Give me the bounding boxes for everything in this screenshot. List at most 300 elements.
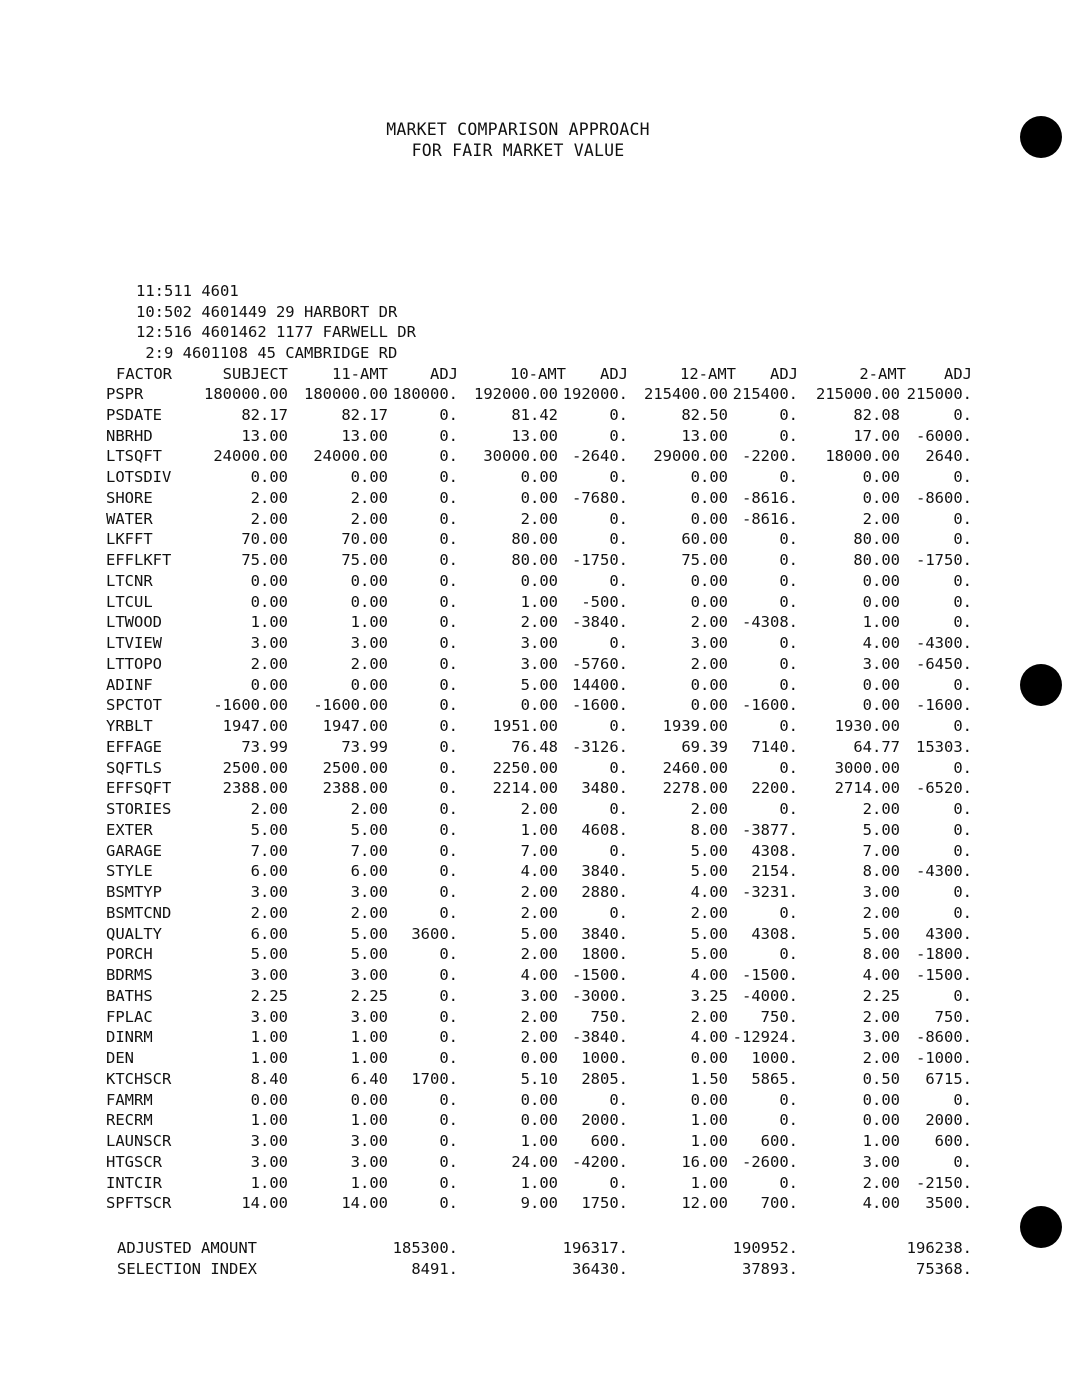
comp10-amount: 0.00 (520, 571, 558, 590)
factor-cell: LOTSDIV (106, 468, 172, 486)
comp12-adjustment: -8616. (742, 509, 798, 528)
comp11-adjustment: 0. (439, 468, 458, 486)
comp2-adjustment: 0. (953, 405, 972, 424)
comp11-adjustment: 0. (439, 613, 458, 632)
column-header: 10-AMT (510, 365, 566, 383)
factor-cell: BSMTYP (106, 883, 162, 901)
comp11-adjustment: 0. (439, 1111, 458, 1130)
factor-cell: BDRMS (106, 966, 153, 984)
comp2-amount: 80.00 (853, 530, 900, 549)
comp2-adjustment: -4300. (916, 634, 972, 652)
comp12-adjustment: 5865. (751, 1069, 798, 1088)
comp2-amount: 2.00 (862, 800, 900, 818)
factor-cell: FPLAC (106, 1007, 153, 1026)
subject-value: 1.00 (250, 1049, 288, 1067)
comp11-amount: 2388.00 (322, 779, 388, 798)
factor-cell: LAUNSCR (106, 1132, 172, 1150)
comp12-amount: 215400.00 (644, 385, 728, 403)
comp10-adjustment: -4200. (572, 1152, 628, 1171)
comp2-adjustment: -1750. (916, 551, 972, 569)
comp10-adjustment: 0. (609, 800, 628, 818)
comp12-adjustment: 0. (779, 903, 798, 922)
comp10-adjustment: 1000. (581, 1049, 628, 1067)
subject-value: 3.00 (250, 1132, 288, 1150)
comp11-amount: 2.00 (350, 800, 388, 818)
comp10-amount: 5.10 (520, 1069, 558, 1088)
comp2-amount: 3.00 (862, 654, 900, 673)
comp2-adjustment: 0. (953, 758, 972, 777)
comp11-adjustment: 0. (439, 737, 458, 756)
factor-cell: KTCHSCR (106, 1069, 172, 1088)
comp12-amount: 0.00 (690, 675, 728, 694)
comp2-adjustment: -6450. (916, 654, 972, 673)
comp12-amount: 2.00 (690, 613, 728, 632)
subject-value: 70.00 (241, 530, 288, 549)
comp12-amount: 82.50 (681, 405, 728, 424)
comp10-amount: 2214.00 (492, 779, 558, 798)
subject-value: 1947.00 (222, 717, 288, 735)
comp11-adjustment: 0. (439, 1132, 458, 1150)
comp2-adjustment: 0. (953, 530, 972, 549)
comp11-adjustment: 0. (439, 634, 458, 652)
comp12-amount: 29000.00 (653, 447, 728, 466)
comp10-adjustment: 750. (590, 1007, 628, 1026)
comp10-adjustment: -3840. (572, 1028, 628, 1047)
comp2-adjustment: 4300. (925, 924, 972, 943)
subject-value: 2500.00 (222, 758, 288, 777)
comp2-adjustment: 0. (953, 675, 972, 694)
comp12-amount: 5.00 (690, 945, 728, 964)
comp10-amount: 2250.00 (492, 758, 558, 777)
comp2-amount: 4.00 (862, 966, 900, 984)
comp11-adjustment: 0. (439, 571, 458, 590)
subject-value: 2.00 (250, 654, 288, 673)
comp2-amount: 3.00 (862, 883, 900, 901)
comp2-amount: 2.00 (862, 1049, 900, 1067)
subject-value: 8.40 (250, 1069, 288, 1088)
comp2-adjustment: 750. (934, 1007, 972, 1026)
comp12-amount: 2460.00 (662, 758, 728, 777)
comp10-amount: 2.00 (520, 883, 558, 901)
comp11-adjustment: 0. (439, 1007, 458, 1026)
comp10-adjustment: 3840. (581, 862, 628, 881)
comp10-adjustment: 0. (609, 571, 628, 590)
comp10-adjustment: -5760. (572, 654, 628, 673)
comp12-adjustment: 0. (779, 571, 798, 590)
comp12-amount: 0.00 (690, 1049, 728, 1067)
comp2-amount: 0.00 (862, 468, 900, 486)
comp11-amount: 3.00 (350, 966, 388, 984)
comp11-amount: 1.00 (350, 1173, 388, 1192)
reference-line: 12:516 4601462 1177 FARWELL DR (136, 323, 416, 341)
comp2-amount: 2.00 (862, 903, 900, 922)
comp10-amount: 0.00 (520, 1111, 558, 1130)
punch-hole-middle (1020, 664, 1062, 706)
column-header: ADJ (770, 365, 798, 383)
comp11-amount: 2.00 (350, 488, 388, 507)
comp2-amount: 82.08 (853, 405, 900, 424)
comp12-adjustment: 700. (760, 1194, 798, 1213)
comp11-adjustment: 0. (439, 883, 458, 901)
column-header: ADJ (430, 365, 458, 383)
comp10-adjustment: -1600. (572, 696, 628, 715)
comp10-adjustment: -1500. (572, 966, 628, 984)
comp12-amount: 1939.00 (662, 717, 728, 735)
comp10-amount: 2.00 (520, 613, 558, 632)
comp12-adjustment: 0. (779, 530, 798, 549)
comp10-amount: 76.48 (511, 737, 558, 756)
comp10-amount: 1.00 (520, 820, 558, 839)
factor-cell: STYLE (106, 862, 153, 881)
comp11-adjustment: 0. (439, 986, 458, 1005)
subject-value: 2.00 (250, 903, 288, 922)
comp11-adjustment: 0. (439, 1049, 458, 1067)
factor-cell: PSPR (106, 385, 144, 403)
comp12-amount: 3.25 (690, 986, 728, 1005)
comp2-amount: 0.00 (862, 1111, 900, 1130)
comp10-adjustment: 1800. (581, 945, 628, 964)
comp2-adjustment: -1800. (916, 945, 972, 964)
comp12-amount: 4.00 (690, 883, 728, 901)
comp12-adjustment: 0. (779, 1090, 798, 1109)
comp11-amount: 1.00 (350, 1049, 388, 1067)
comp10-adjustment: -7680. (572, 488, 628, 507)
comp12-amount: 8.00 (690, 820, 728, 839)
comp11-amount: 1.00 (350, 1028, 388, 1047)
comp11-adjustment: 0. (439, 696, 458, 715)
comp2-amount: 18000.00 (825, 447, 900, 466)
reference-line: 10:502 4601449 29 HARBORT DR (136, 303, 398, 321)
comp11-adjustment: 0. (439, 1152, 458, 1171)
comp12-amount: 2.00 (690, 800, 728, 818)
comp12-adjustment: 0. (779, 634, 798, 652)
factor-cell: ADINF (106, 675, 153, 694)
subject-value: 3.00 (250, 1152, 288, 1171)
subject-value: 2.25 (250, 986, 288, 1005)
comp10-amount: 2.00 (520, 945, 558, 964)
comp11-amount: 2.25 (350, 986, 388, 1005)
comp2-adjustment: -1600. (916, 696, 972, 715)
totals-label: SELECTION INDEX (117, 1260, 257, 1278)
factor-cell: LTCUL (106, 592, 153, 611)
comp11-amount: 5.00 (350, 945, 388, 964)
comp2-adjustment: -4300. (916, 862, 972, 881)
comp10-adjustment: 2880. (581, 883, 628, 901)
comp2-amount: 5.00 (862, 820, 900, 839)
factor-cell: EFFSQFT (106, 779, 172, 798)
comp2-adjustment: 3500. (925, 1194, 972, 1213)
comp11-adjustment: 0. (439, 717, 458, 735)
comp10-amount: 9.00 (520, 1194, 558, 1213)
comp11-amount: 3.00 (350, 1007, 388, 1026)
factor-cell: LTCNR (106, 571, 153, 590)
comp11-amount: 14.00 (341, 1194, 388, 1213)
comp11-adjustment: 0. (439, 779, 458, 798)
comp12-amount: 75.00 (681, 551, 728, 569)
factor-cell: SPFTSCR (106, 1194, 172, 1213)
comp12-adjustment: 1000. (751, 1049, 798, 1067)
comp11-adjustment: 0. (439, 945, 458, 964)
subject-value: 13.00 (241, 426, 288, 445)
factor-cell: EFFAGE (106, 737, 162, 756)
comp11-amount: 2500.00 (322, 758, 388, 777)
comp12-adjustment: 4308. (751, 841, 798, 860)
comp2-adjustment: 0. (953, 717, 972, 735)
comp2-amount: 64.77 (853, 737, 900, 756)
comp11-amount: 3.00 (350, 1132, 388, 1150)
totals-value-c10: 196317. (562, 1239, 628, 1257)
factor-cell: WATER (106, 509, 153, 528)
subject-value: 0.00 (250, 675, 288, 694)
comp10-amount: 13.00 (511, 426, 558, 445)
comp10-adjustment: 0. (609, 405, 628, 424)
comp11-adjustment: 0. (439, 675, 458, 694)
comp11-adjustment: 3600. (411, 924, 458, 943)
comp11-amount: 70.00 (341, 530, 388, 549)
subject-value: 82.17 (241, 405, 288, 424)
comp11-amount: 1.00 (350, 1111, 388, 1130)
comp2-adjustment: 0. (953, 986, 972, 1005)
factor-cell: LTSQFT (106, 447, 162, 466)
comp10-adjustment: 192000. (562, 385, 628, 403)
comp12-adjustment: 4308. (751, 924, 798, 943)
comp12-amount: 16.00 (681, 1152, 728, 1171)
comp11-adjustment: 0. (439, 966, 458, 984)
comp10-adjustment: 0. (609, 530, 628, 549)
subject-value: 73.99 (241, 737, 288, 756)
comp12-amount: 0.00 (690, 592, 728, 611)
subject-value: 1.00 (250, 1028, 288, 1047)
comp12-adjustment: 0. (779, 1111, 798, 1130)
comp11-adjustment: 180000. (392, 385, 458, 403)
comp10-adjustment: 1750. (581, 1194, 628, 1213)
comp2-amount: 2.00 (862, 509, 900, 528)
subject-value: 3.00 (250, 1007, 288, 1026)
factor-cell: BATHS (106, 986, 153, 1005)
comp11-amount: 1.00 (350, 613, 388, 632)
comp11-amount: 24000.00 (313, 447, 388, 466)
comp12-adjustment: -8616. (742, 488, 798, 507)
comp12-adjustment: -1500. (742, 966, 798, 984)
comp2-amount: 0.00 (862, 696, 900, 715)
comp12-adjustment: 0. (779, 551, 798, 569)
comp2-adjustment: 0. (953, 903, 972, 922)
document-title: MARKET COMPARISON APPROACH (386, 120, 650, 139)
comp12-amount: 5.00 (690, 924, 728, 943)
comp2-amount: 17.00 (853, 426, 900, 445)
comp2-amount: 2.25 (862, 986, 900, 1005)
comp10-amount: 192000.00 (474, 385, 558, 403)
comp12-adjustment: -1600. (742, 696, 798, 715)
comp10-amount: 24.00 (511, 1152, 558, 1171)
comp12-adjustment: 750. (760, 1007, 798, 1026)
comp2-adjustment: 0. (953, 841, 972, 860)
comp2-amount: 8.00 (862, 945, 900, 964)
comp11-adjustment: 0. (439, 654, 458, 673)
comp10-adjustment: 2805. (581, 1069, 628, 1088)
comp12-adjustment: 2200. (751, 779, 798, 798)
comp2-amount: 0.00 (862, 592, 900, 611)
comp2-adjustment: -6520. (916, 779, 972, 798)
comp12-amount: 13.00 (681, 426, 728, 445)
factor-cell: PORCH (106, 945, 153, 964)
totals-value-c10: 36430. (572, 1260, 628, 1278)
factor-cell: SPCTOT (106, 696, 162, 715)
comp2-adjustment: -8600. (916, 488, 972, 507)
subject-value: 6.00 (250, 924, 288, 943)
comp2-adjustment: -2150. (916, 1173, 972, 1192)
comp10-adjustment: 0. (609, 1173, 628, 1192)
comp10-adjustment: 4608. (581, 820, 628, 839)
totals-value-c11: 8491. (411, 1260, 458, 1278)
comp2-amount: 2.00 (862, 1173, 900, 1192)
factor-cell: YRBLT (106, 717, 153, 735)
comp11-amount: 2.00 (350, 509, 388, 528)
comp10-amount: 80.00 (511, 530, 558, 549)
factor-cell: GARAGE (106, 841, 162, 860)
factor-cell: NBRHD (106, 426, 153, 445)
comp11-amount: 5.00 (350, 924, 388, 943)
subject-value: 2.00 (250, 800, 288, 818)
comp2-adjustment: 215000. (906, 385, 972, 403)
comp11-adjustment: 0. (439, 841, 458, 860)
comp2-adjustment: 0. (953, 1152, 972, 1171)
comp12-adjustment: -4000. (742, 986, 798, 1005)
comp10-amount: 5.00 (520, 924, 558, 943)
comp11-amount: 0.00 (350, 468, 388, 486)
comp11-amount: 7.00 (350, 841, 388, 860)
comp12-adjustment: 0. (779, 592, 798, 611)
comp11-adjustment: 0. (439, 426, 458, 445)
comp11-adjustment: 0. (439, 592, 458, 611)
comp12-adjustment: -12924. (732, 1028, 798, 1047)
comp2-amount: 2714.00 (834, 779, 900, 798)
comp12-amount: 1.00 (690, 1173, 728, 1192)
comp2-amount: 0.00 (862, 675, 900, 694)
factor-cell: HTGSCR (106, 1152, 162, 1171)
totals-value-c12: 37893. (742, 1260, 798, 1278)
comp12-amount: 2.00 (690, 1007, 728, 1026)
comp12-amount: 4.00 (690, 966, 728, 984)
comp10-amount: 2.00 (520, 800, 558, 818)
comp11-adjustment: 0. (439, 447, 458, 466)
comp11-amount: 180000.00 (304, 385, 388, 403)
factor-cell: FAMRM (106, 1090, 153, 1109)
comp10-amount: 7.00 (520, 841, 558, 860)
comp12-adjustment: 0. (779, 675, 798, 694)
comp10-adjustment: 3480. (581, 779, 628, 798)
comp11-amount: -1600.00 (313, 696, 388, 715)
totals-value-c2: 75368. (916, 1260, 972, 1278)
comp11-adjustment: 0. (439, 1194, 458, 1213)
comp11-adjustment: 0. (439, 530, 458, 549)
comp12-adjustment: 0. (779, 758, 798, 777)
comp2-amount: 3.00 (862, 1028, 900, 1047)
comp11-adjustment: 0. (439, 509, 458, 528)
comp11-amount: 82.17 (341, 405, 388, 424)
comp12-amount: 60.00 (681, 530, 728, 549)
factor-cell: BSMTCND (106, 903, 172, 922)
comp12-amount: 12.00 (681, 1194, 728, 1213)
comp10-adjustment: 2000. (581, 1111, 628, 1130)
comp2-adjustment: 0. (953, 820, 972, 839)
factor-cell: RECRM (106, 1111, 153, 1130)
column-header: SUBJECT (222, 365, 288, 383)
comp2-adjustment: -8600. (916, 1028, 972, 1047)
comp10-adjustment: -500. (581, 592, 628, 611)
comp2-adjustment: 2640. (925, 447, 972, 466)
comp11-adjustment: 0. (439, 903, 458, 922)
factor-cell: EFFLKFT (106, 551, 172, 569)
comp2-adjustment: 6715. (925, 1069, 972, 1088)
comp11-amount: 2.00 (350, 654, 388, 673)
comp2-amount: 0.00 (862, 488, 900, 507)
comp10-adjustment: -1750. (572, 551, 628, 569)
subject-value: 3.00 (250, 966, 288, 984)
comp11-adjustment: 0. (439, 862, 458, 881)
factor-cell: QUALTY (106, 924, 162, 943)
comp10-adjustment: 0. (609, 903, 628, 922)
comp2-amount: 5.00 (862, 924, 900, 943)
comp10-adjustment: 600. (590, 1132, 628, 1150)
comp11-amount: 1947.00 (322, 717, 388, 735)
comp10-amount: 2.00 (520, 509, 558, 528)
subject-value: 24000.00 (213, 447, 288, 466)
factor-cell: LTTOPO (106, 654, 162, 673)
comp10-amount: 0.00 (520, 468, 558, 486)
comp10-amount: 1.00 (520, 1173, 558, 1192)
comp2-adjustment: -1500. (916, 966, 972, 984)
column-header: ADJ (600, 365, 628, 383)
subject-value: 2.00 (250, 509, 288, 528)
comp12-adjustment: -4308. (742, 613, 798, 632)
comp11-amount: 3.00 (350, 634, 388, 652)
comp11-amount: 2.00 (350, 903, 388, 922)
comp10-amount: 0.00 (520, 696, 558, 715)
comp10-adjustment: 0. (609, 717, 628, 735)
subject-value: 2.00 (250, 488, 288, 507)
comp2-adjustment: -1000. (916, 1049, 972, 1067)
subject-value: 0.00 (250, 571, 288, 590)
subject-value: 5.00 (250, 945, 288, 964)
subject-value: 2388.00 (222, 779, 288, 798)
comp2-amount: 0.50 (862, 1069, 900, 1088)
subject-value: 75.00 (241, 551, 288, 569)
comp12-amount: 1.50 (690, 1069, 728, 1088)
comp2-amount: 80.00 (853, 551, 900, 569)
comp11-adjustment: 0. (439, 820, 458, 839)
comp12-adjustment: -2600. (742, 1152, 798, 1171)
comp11-amount: 0.00 (350, 592, 388, 611)
comp2-amount: 4.00 (862, 634, 900, 652)
factor-cell: LTWOOD (106, 613, 162, 632)
subject-value: 3.00 (250, 883, 288, 901)
comp10-amount: 3.00 (520, 986, 558, 1005)
comp11-adjustment: 0. (439, 1028, 458, 1047)
comp10-adjustment: 0. (609, 758, 628, 777)
comp10-adjustment: -2640. (572, 447, 628, 466)
comp10-adjustment: 3840. (581, 924, 628, 943)
column-header: ADJ (944, 365, 972, 383)
comp10-amount: 3.00 (520, 654, 558, 673)
comp10-amount: 0.00 (520, 1090, 558, 1109)
comp10-amount: 5.00 (520, 675, 558, 694)
punch-hole-bottom (1020, 1206, 1062, 1248)
comp10-adjustment: -3126. (572, 737, 628, 756)
comp12-amount: 69.39 (681, 737, 728, 756)
comp10-amount: 4.00 (520, 966, 558, 984)
factor-cell: EXTER (106, 820, 153, 839)
